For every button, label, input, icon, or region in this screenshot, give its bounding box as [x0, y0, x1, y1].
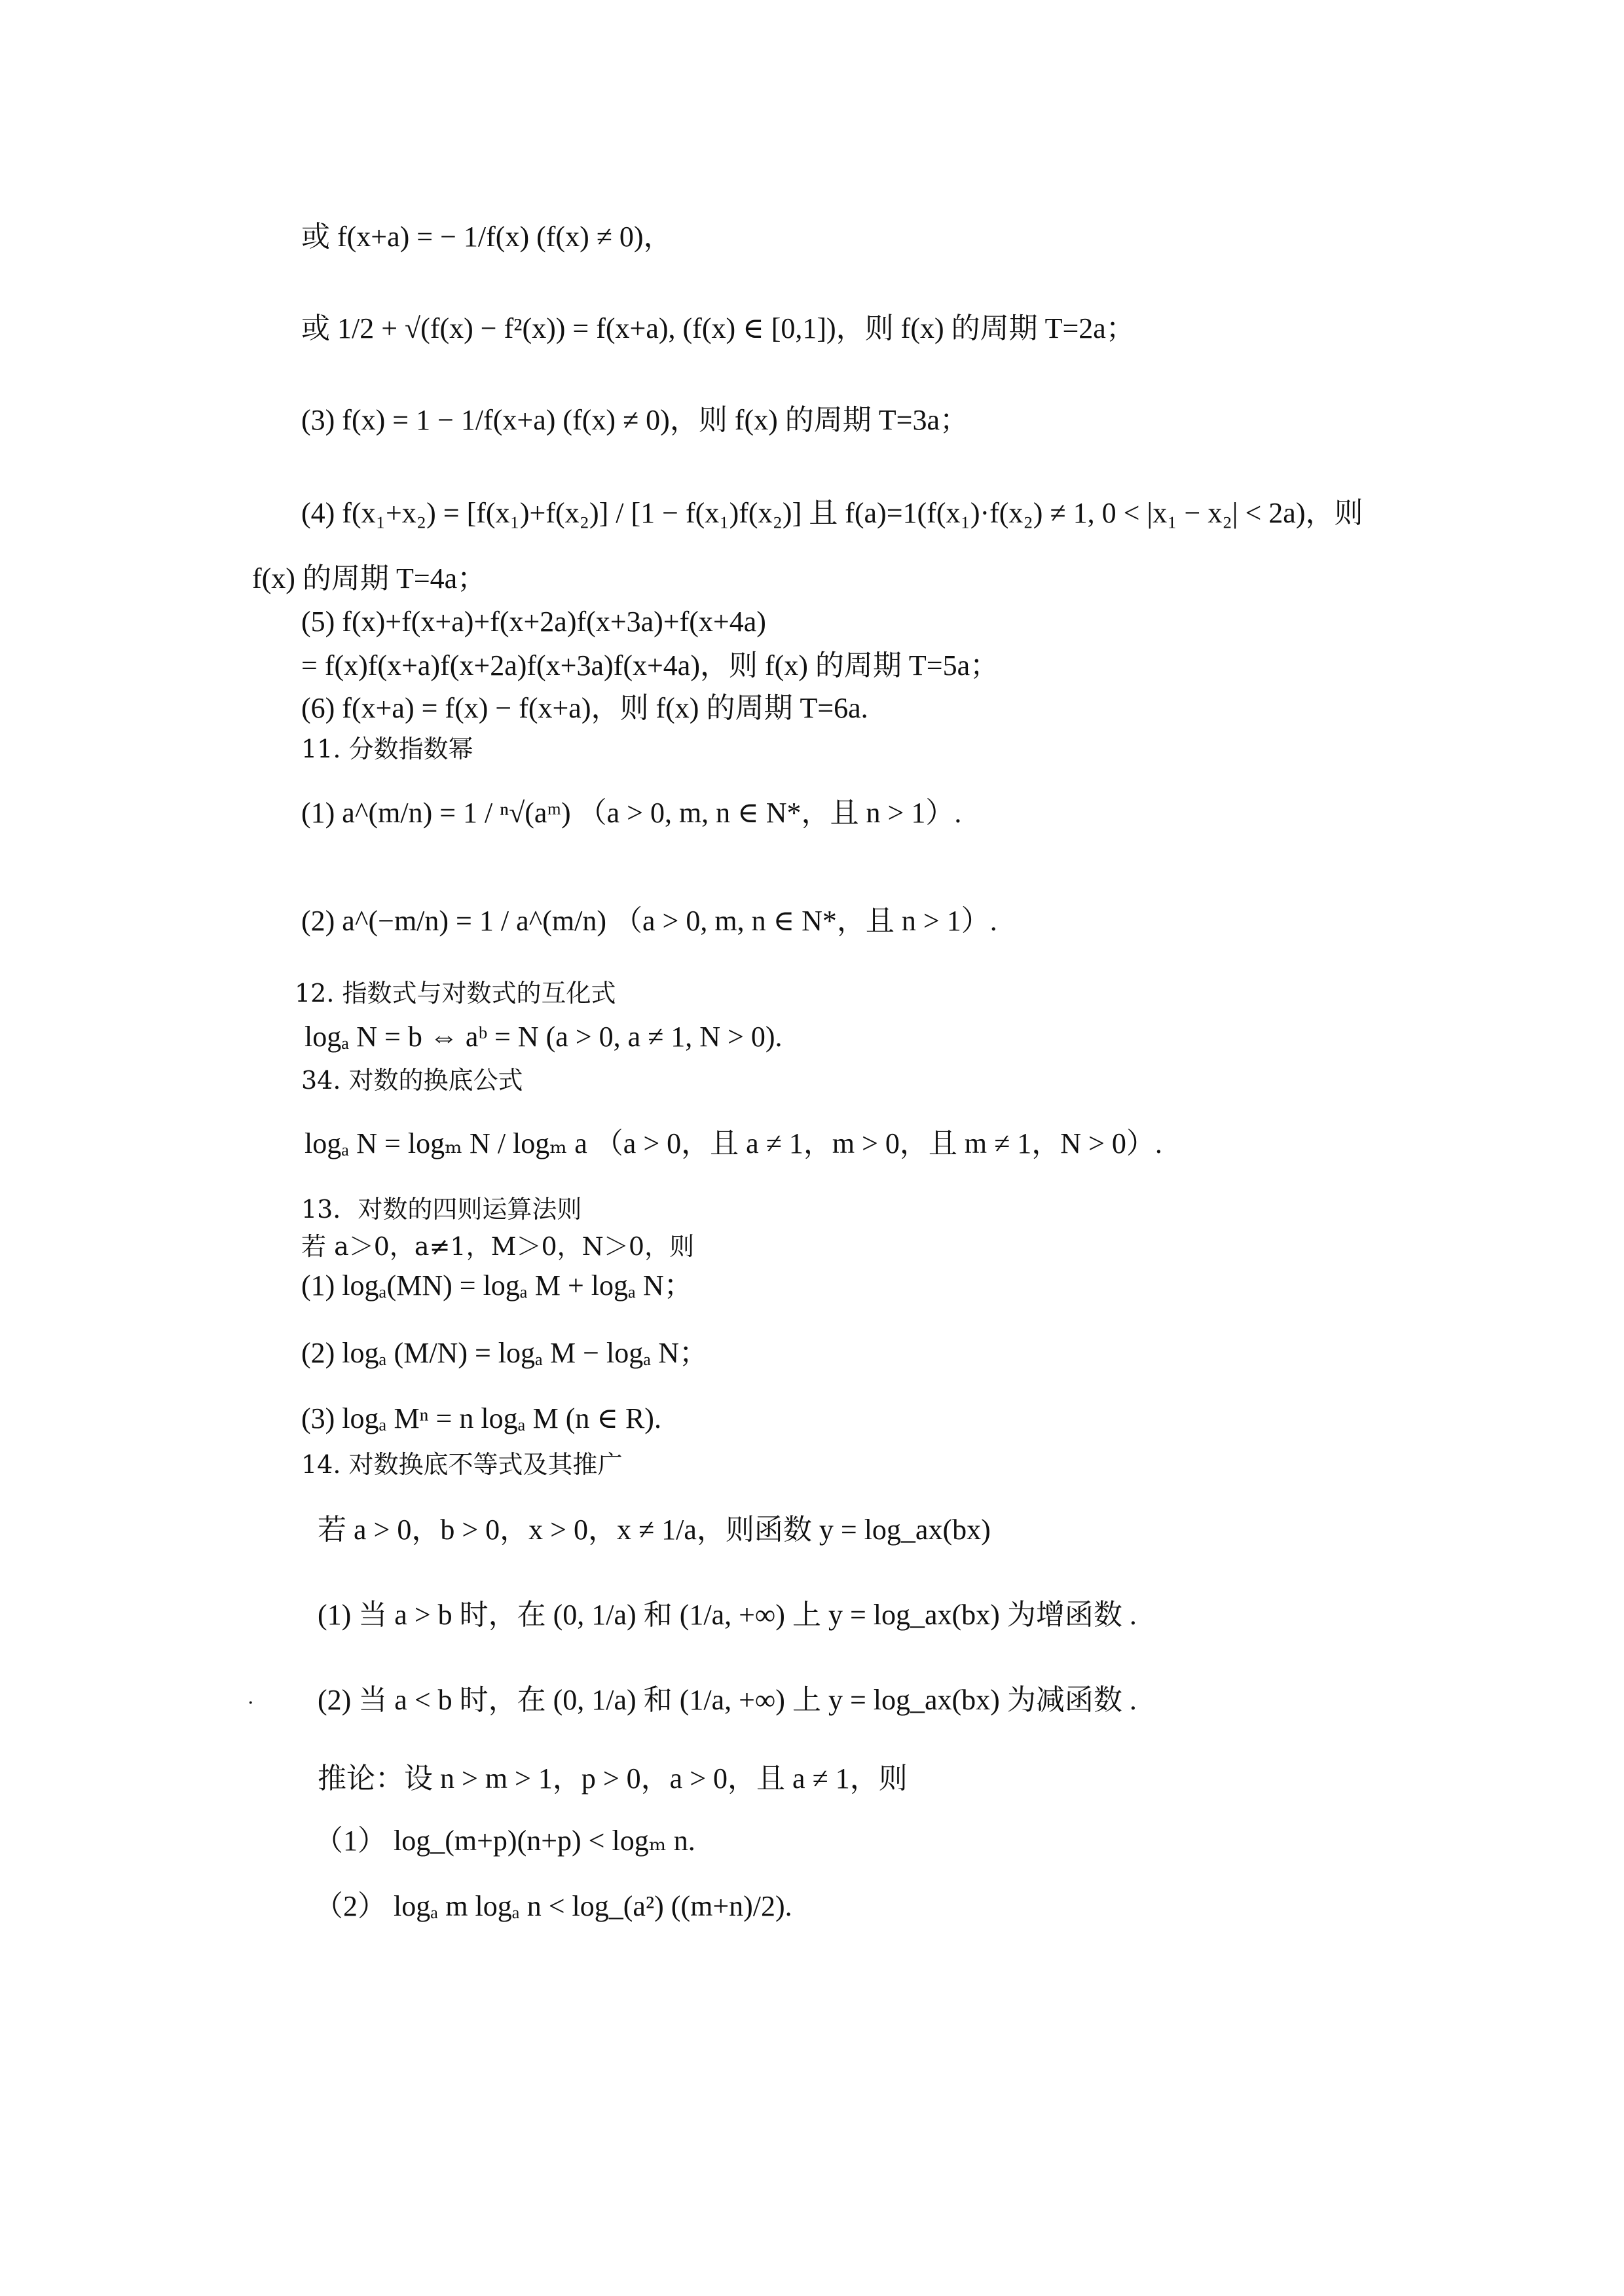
section-12-heading: 12. 指数式与对数式的互化式 — [295, 979, 616, 1008]
section-14-heading: 14. 对数换底不等式及其推广 — [301, 1450, 623, 1479]
change-of-base-formula: logₐ N = logₘ N / logₘ a （a > 0，且 a ≠ 1，m > 0，且 m ≠ 1，N > 0）. — [304, 1127, 1162, 1159]
log-inequality-increasing: (1) 当 a > b 时，在 (0, 1/a) 和 (1/a, +∞) 上 y = log_ax(bx) 为增函数 . — [318, 1599, 1137, 1631]
section-11-heading: 11. 分数指数幂 — [301, 735, 473, 763]
formula-period-3a: (3) f(x) = 1 − 1/f(x+a) (f(x) ≠ 0)，则 f(x) 的周期 T=3a； — [301, 404, 969, 436]
fractional-exponent-2: (2) a^(−m/n) = 1 / a^(m/n) （a > 0, m, n ∈ N*，且 n > 1）. — [301, 905, 997, 937]
formula-period-2a-alt2: 或 1/2 + √(f(x) − f²(x)) = f(x+a), (f(x) ∈ [0,1])，则 f(x) 的周期 T=2a； — [301, 312, 1135, 344]
log-rule-power: (3) logₐ Mⁿ = n logₐ M (n ∈ R). — [301, 1402, 661, 1434]
fractional-exponent-1: (1) a^(m/n) = 1 / ⁿ√(aᵐ) （a > 0, m, n ∈ N*，且 n > 1）. — [301, 797, 962, 829]
formula-period-2a-alt1: 或 f(x+a) = − 1/f(x) (f(x) ≠ 0)， — [301, 221, 673, 253]
exp-log-conversion: logₐ N = b ⇔ aᵇ = N (a > 0, a ≠ 1, N > 0). — [304, 1021, 783, 1053]
log-inequality-decreasing: (2) 当 a < b 时，在 (0, 1/a) 和 (1/a, +∞) 上 y = log_ax(bx) 为减函数 . — [318, 1684, 1137, 1716]
formula-period-4a-cont: f(x) 的周期 T=4a； — [252, 562, 487, 594]
formula-period-6a: (6) f(x+a) = f(x) − f(x+a)，则 f(x) 的周期 T=6a. — [301, 692, 868, 724]
section-13-condition: 若 a＞0，a≠1，M＞0，N＞0，则 — [301, 1232, 695, 1261]
log-inequality-premise: 若 a > 0，b > 0，x > 0，x ≠ 1/a，则函数 y = log_ax(bx) — [318, 1514, 991, 1546]
corollary-1: （1） log_(m+p)(n+p) < logₘ n. — [314, 1825, 695, 1857]
stray-dot: . — [248, 1686, 254, 1709]
log-rule-product: (1) logₐ(MN) = logₐ M + logₐ N； — [301, 1269, 693, 1302]
log-rule-quotient: (2) logₐ (M/N) = logₐ M − logₐ N； — [301, 1337, 709, 1369]
formula-period-4a: (4) f(x₁+x₂) = [f(x₁)+f(x₂)] / [1 − f(x₁)f(x₂)] 且 f(a)=1(f(x₁)·f(x₂) ≠ 1, 0 < |x₁ − x₂| < 2a)，则 — [301, 497, 1363, 529]
corollary-2: （2） logₐ m logₐ n < log_(a²) ((m+n)/2). — [314, 1890, 792, 1922]
formula-period-5a-cont: = f(x)f(x+a)f(x+2a)f(x+3a)f(x+4a)，则 f(x) 的周期 T=5a； — [301, 649, 999, 682]
section-34-heading: 34. 对数的换底公式 — [301, 1066, 523, 1095]
section-13-heading: 13．对数的四则运算法则 — [301, 1195, 582, 1224]
corollary-premise: 推论：设 n > m > 1，p > 0，a > 0，且 a ≠ 1，则 — [318, 1762, 908, 1795]
formula-period-5a: (5) f(x)+f(x+a)+f(x+2a)f(x+3a)+f(x+4a) — [301, 606, 766, 638]
